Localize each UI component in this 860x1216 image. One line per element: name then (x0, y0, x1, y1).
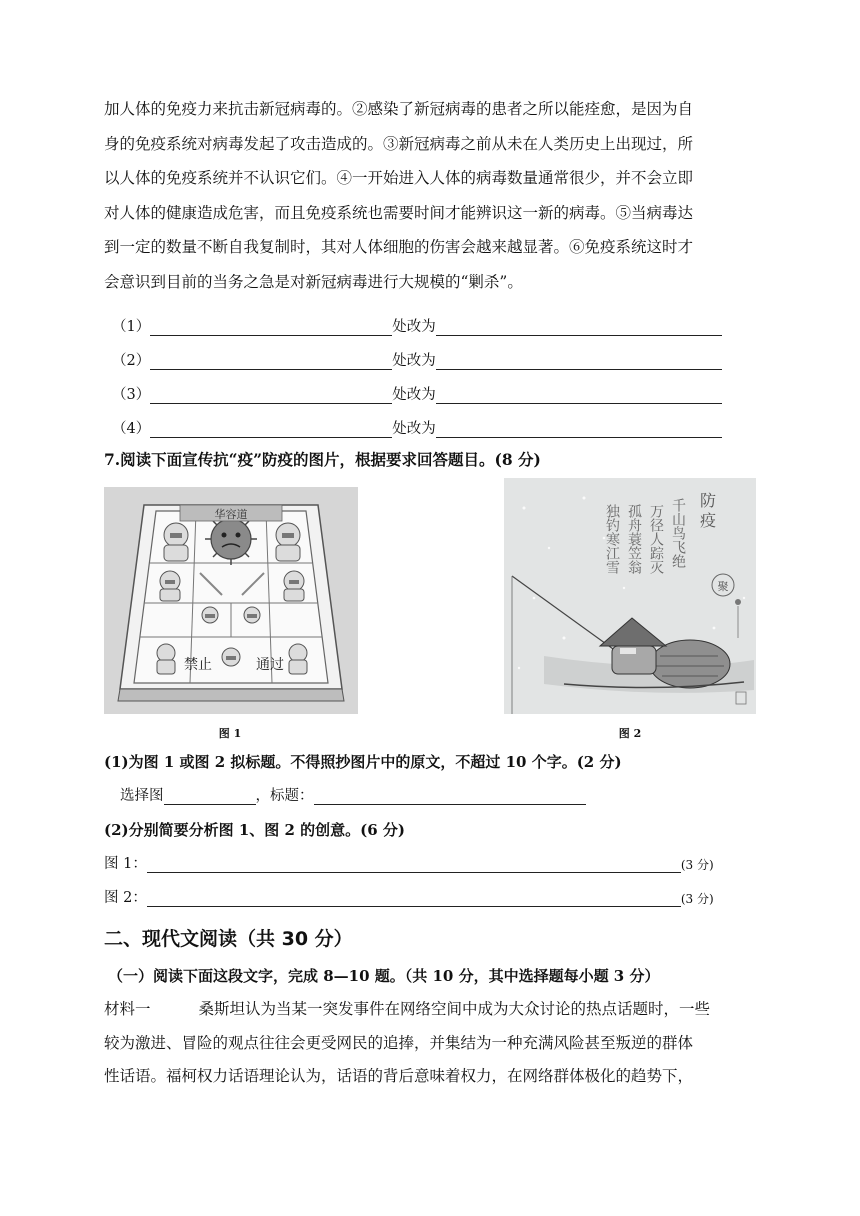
intro-line: 以人体的免疫系统并不认识它们。④一开始进入人体的病毒数量通常很少，并不会立即 (104, 169, 694, 188)
title-blank[interactable] (314, 786, 586, 805)
intro-line: 到一定的数量不断自我复制时，其对人体细胞的伤害会越来越显著。⑥免疫系统这时才 (104, 238, 694, 257)
blank-number: （1） (112, 319, 151, 335)
seal-mark: 聚 (717, 580, 729, 593)
material-1-paragraph (104, 993, 756, 1094)
material-line (104, 993, 756, 1027)
title-label: ，标题： (255, 788, 314, 804)
answer-blank[interactable] (150, 351, 392, 370)
poem-line-3: 孤舟蓑笠翁 (626, 504, 642, 574)
poster-title-1: 防 (700, 491, 717, 510)
answer-blank[interactable] (436, 419, 722, 438)
answer-blank[interactable] (436, 317, 722, 336)
answer-blank[interactable] (150, 317, 392, 336)
fig1-points: (3 分) (680, 858, 714, 872)
blank-number: （3） (112, 387, 151, 403)
poem-line-1: 千山鸟飞绝 (670, 498, 686, 568)
blank-row-3 (112, 380, 722, 404)
label-pass: 通过 (256, 657, 284, 673)
poem-line-2: 万径人踪灭 (648, 504, 664, 574)
figure-1-image (104, 487, 358, 714)
question-7-title: 7.阅读下面宣传抗“疫”防疫的图片，根据要求回答题目。(8 分) (104, 450, 541, 469)
poem-line-4: 独钓寒江雪 (604, 504, 620, 574)
blank-mid-label: 处改为 (392, 421, 436, 437)
fig2-answer-blank[interactable] (147, 888, 681, 907)
question-7-2: (2)分别简要分析图 1、图 2 的创意。(6 分) (104, 821, 406, 839)
question-7-2-fig2-row (104, 886, 714, 907)
question-7-2-fig1-row (104, 852, 714, 873)
answer-blank[interactable] (150, 385, 392, 404)
blank-mid-label: 处改为 (392, 319, 436, 335)
blank-mid-label: 处改为 (392, 353, 436, 369)
intro-line: 会意识到目前的当务之急是对新冠病毒进行大规模的“剿杀”。 (104, 272, 523, 291)
poster-title-2: 疫 (700, 511, 717, 530)
figure-choice-blank[interactable] (164, 786, 256, 805)
blank-row-4 (112, 414, 722, 438)
figure-2-caption: 图 2 (618, 727, 642, 740)
answer-blank[interactable] (150, 419, 392, 438)
fig1-answer-label: 图 1： (104, 856, 147, 872)
question-7-1-answer-row (120, 784, 586, 805)
question-7-1: (1)为图 1 或图 2 拟标题。不得照抄图片中的原文，不超过 10 个字。(2 分) (104, 753, 622, 771)
section-2-title: 二、现代文阅读（共 30 分） (104, 928, 353, 950)
figure-2-image (504, 478, 756, 714)
choose-figure-label: 选择图 (120, 788, 164, 804)
intro-paragraph (104, 92, 756, 300)
material-line: 性话语。福柯权力话语理论认为，话语的背后意味着权力，在网络群体极化的趋势下， (104, 1067, 694, 1085)
board-title: 华容道 (214, 508, 248, 521)
blank-row-1 (112, 312, 722, 336)
intro-line: 加人体的免疫力来抗击新冠病毒的。②感染了新冠病毒的患者之所以能痊愈，是因为自 (104, 100, 694, 118)
material-label: 材料一 (104, 1000, 151, 1018)
intro-line: 对人体的健康造成危害，而且免疫系统也需要时间才能辨识这一新的病毒。⑤当病毒达 (104, 203, 694, 222)
answer-blank[interactable] (436, 351, 722, 370)
fig2-points: (3 分) (680, 892, 714, 906)
fig2-answer-label: 图 2： (104, 890, 147, 906)
blank-row-2 (112, 346, 722, 370)
blank-number: （2） (112, 353, 151, 369)
intro-line: 身的免疫系统对病毒发起了攻击造成的。③新冠病毒之前从未在人类历史上出现过，所 (104, 134, 694, 153)
blank-mid-label: 处改为 (392, 387, 436, 403)
figure-1-caption: 图 1 (218, 727, 242, 740)
label-stop: 禁止 (184, 657, 212, 673)
subsection-1-title: （一）阅读下面这段文字，完成 8—10 题。（共 10 分，其中选择题每小题 3 分） (108, 967, 660, 985)
answer-blank[interactable] (436, 385, 722, 404)
material-line: 较为激进、冒险的观点往往会更受网民的追捧，并集结为一种充满风险甚至叛逆的群体 (104, 1033, 694, 1052)
blank-number: （4） (112, 421, 151, 437)
fig1-answer-blank[interactable] (147, 854, 681, 873)
material-text: 桑斯坦认为当某一突发事件在网络空间中成为大众讨论的热点话题时，一些 (198, 1000, 711, 1018)
